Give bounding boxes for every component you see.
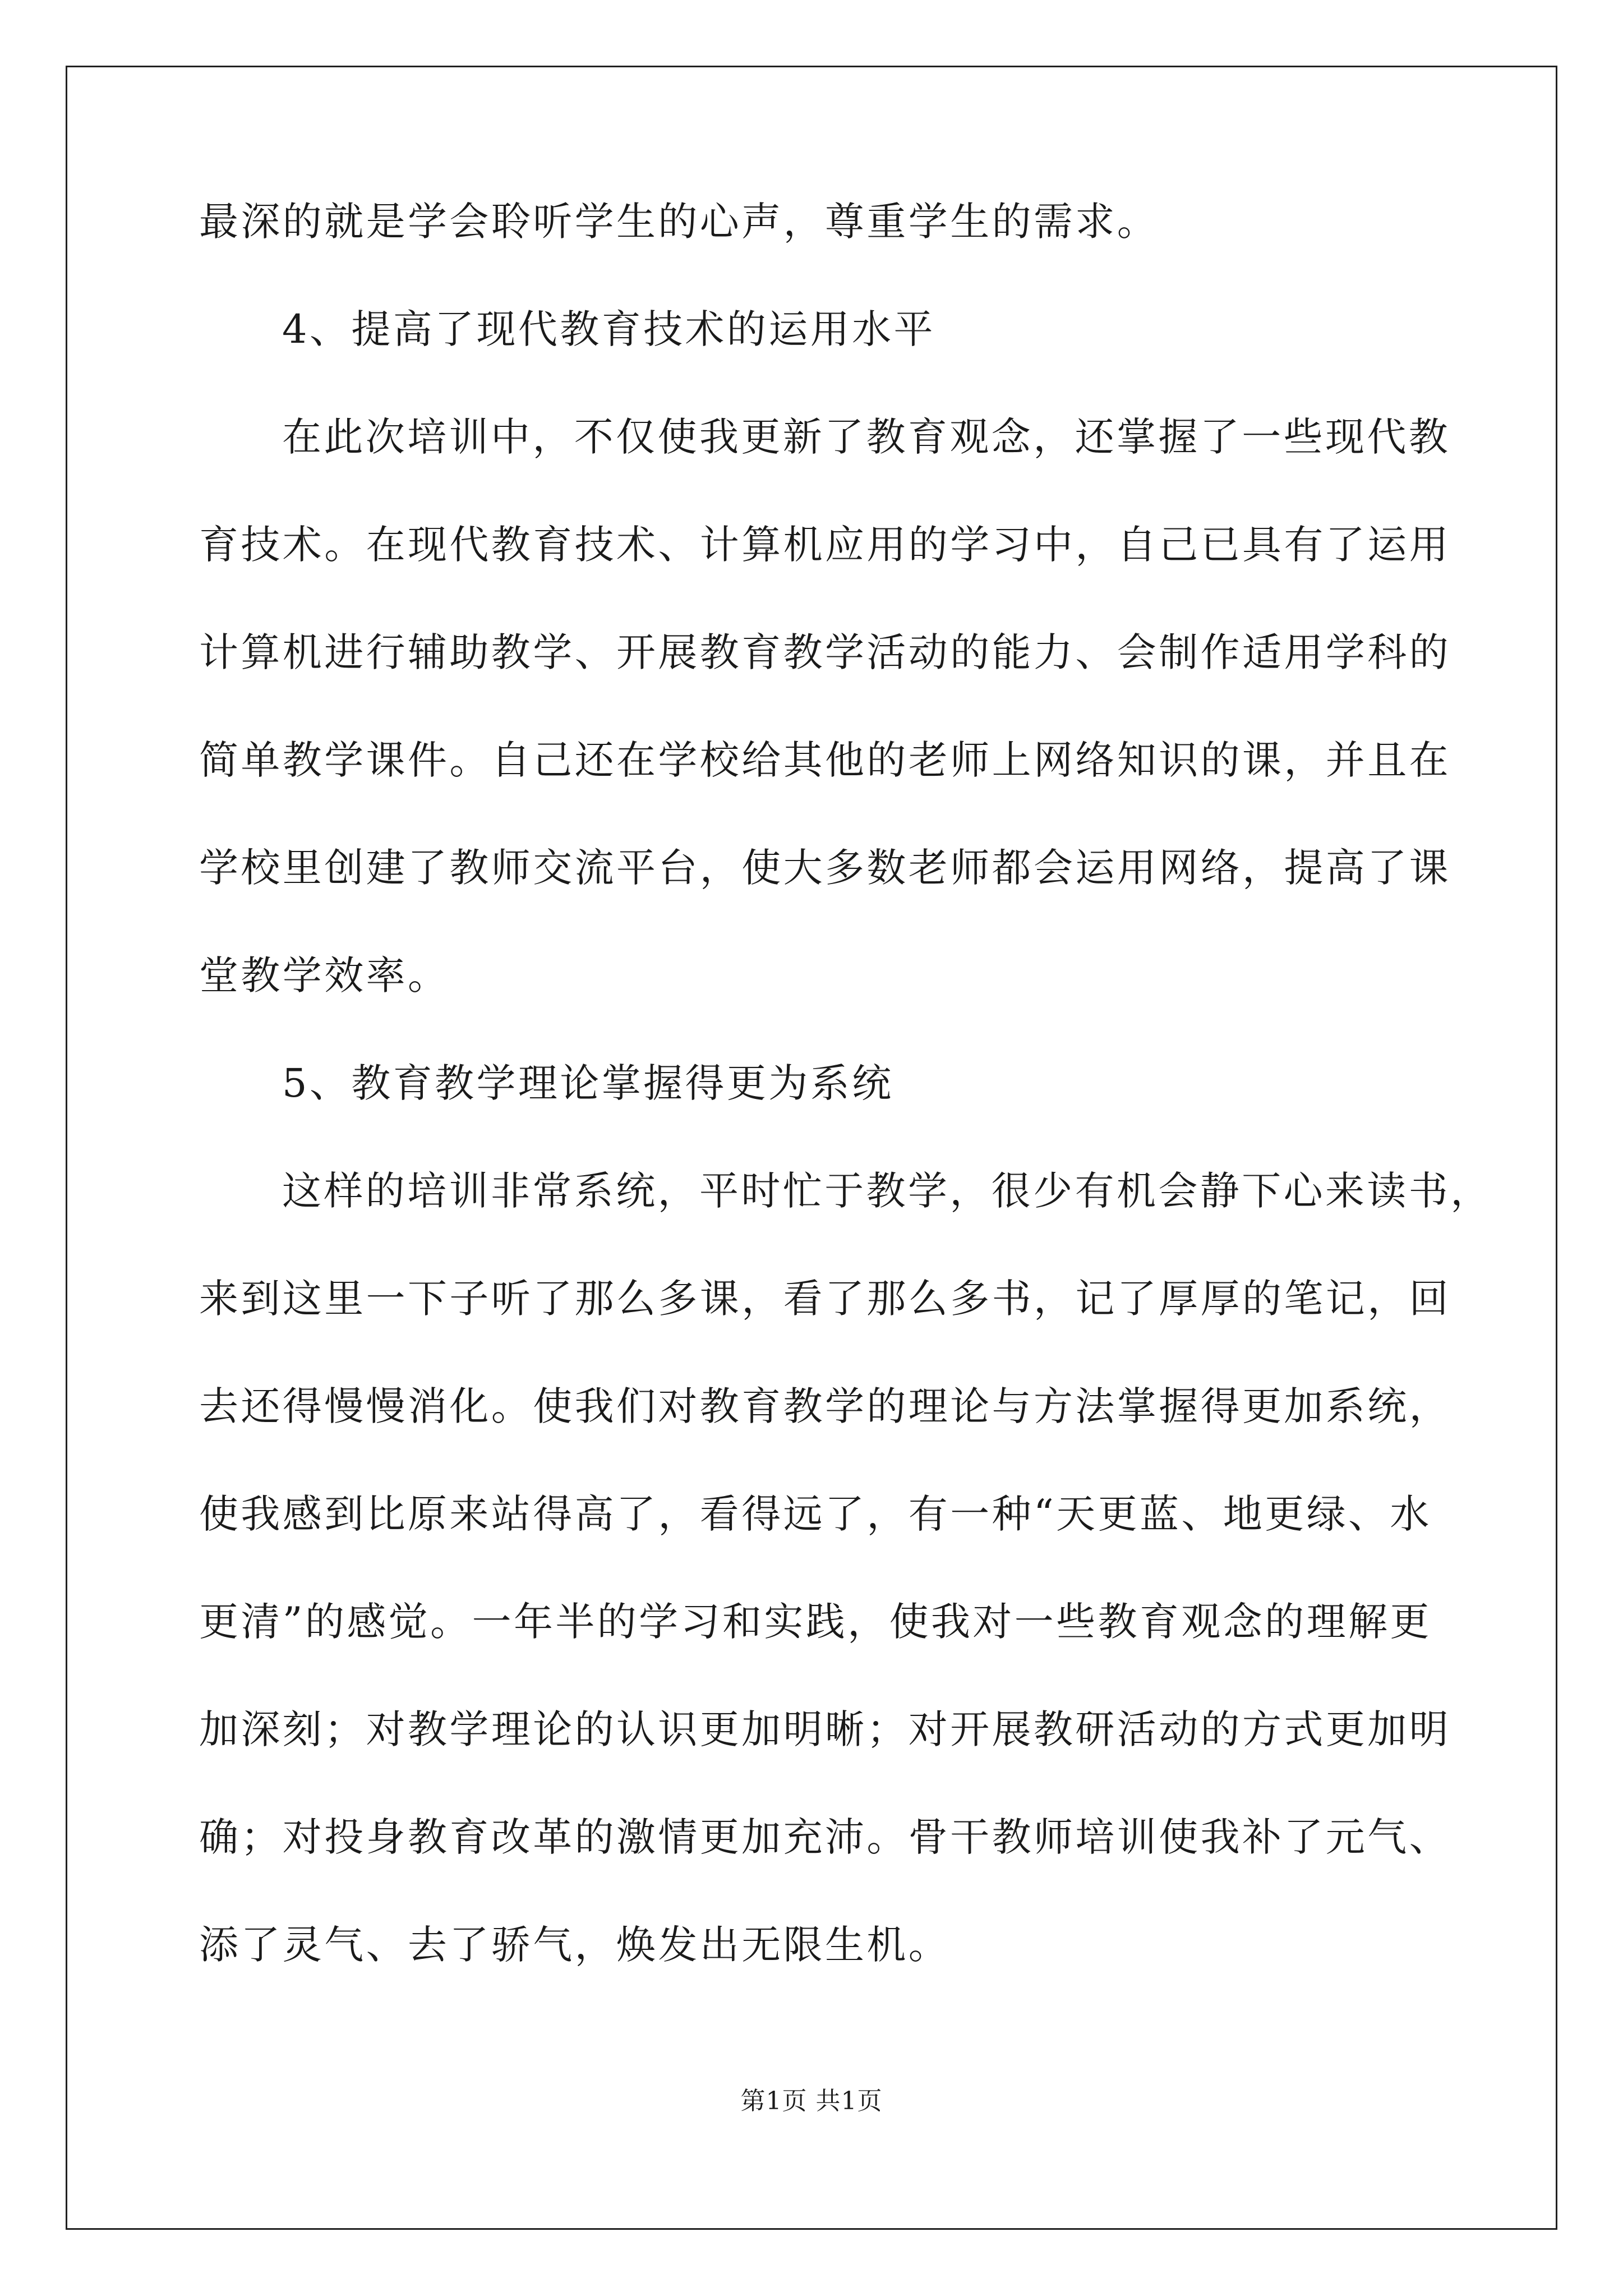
text-line: 确；对投身教育改革的激情更加充沛。骨干教师培训使我补了元气、 [199, 1814, 1451, 1860]
text-line: 在此次培训中，不仅使我更新了教育观念，还掌握了一些现代教 [282, 414, 1451, 460]
document-body [199, 199, 1492, 2033]
text-line: 使我感到比原来站得高了，看得远了，有一种“天更蓝、地更绿、水 [199, 1491, 1432, 1537]
text-line: 计算机进行辅助教学、开展教育教学活动的能力、会制作适用学科的 [199, 629, 1451, 675]
section-heading: 4、提高了现代教育技术的运用水平 [282, 306, 935, 352]
text-line: 堂教学效率。 [199, 953, 450, 999]
text-line: 加深刻；对教学理论的认识更加明晰；对开展教研活动的方式更加明 [199, 1706, 1451, 1752]
page-number: 第1页 共1页 [740, 2087, 883, 2115]
text-line: 添了灵气、去了骄气，焕发出无限生机。 [199, 1922, 951, 1968]
text-line: 来到这里一下子听了那么多课，看了那么多书，记了厚厚的笔记，回 [199, 1276, 1451, 1322]
text-line: 最深的就是学会聆听学生的心声，尊重学生的需求。 [199, 199, 1159, 245]
text-line: 这样的培训非常系统，平时忙于教学，很少有机会静下心来读书， [282, 1168, 1492, 1214]
text-line: 育技术。在现代教育技术、计算机应用的学习中，自己已具有了运用 [199, 522, 1451, 568]
section-heading: 5、教育教学理论掌握得更为系统 [282, 1060, 894, 1106]
text-line: 去还得慢慢消化。使我们对教育教学的理论与方法掌握得更加系统， [199, 1383, 1451, 1429]
text-line: 更清”的感觉。一年半的学习和实践，使我对一些教育观念的理解更 [199, 1599, 1432, 1645]
text-line: 简单教学课件。自己还在学校给其他的老师上网络知识的课，并且在 [199, 737, 1451, 783]
text-line: 学校里创建了教师交流平台，使大多数老师都会运用网络，提高了课 [199, 845, 1451, 891]
